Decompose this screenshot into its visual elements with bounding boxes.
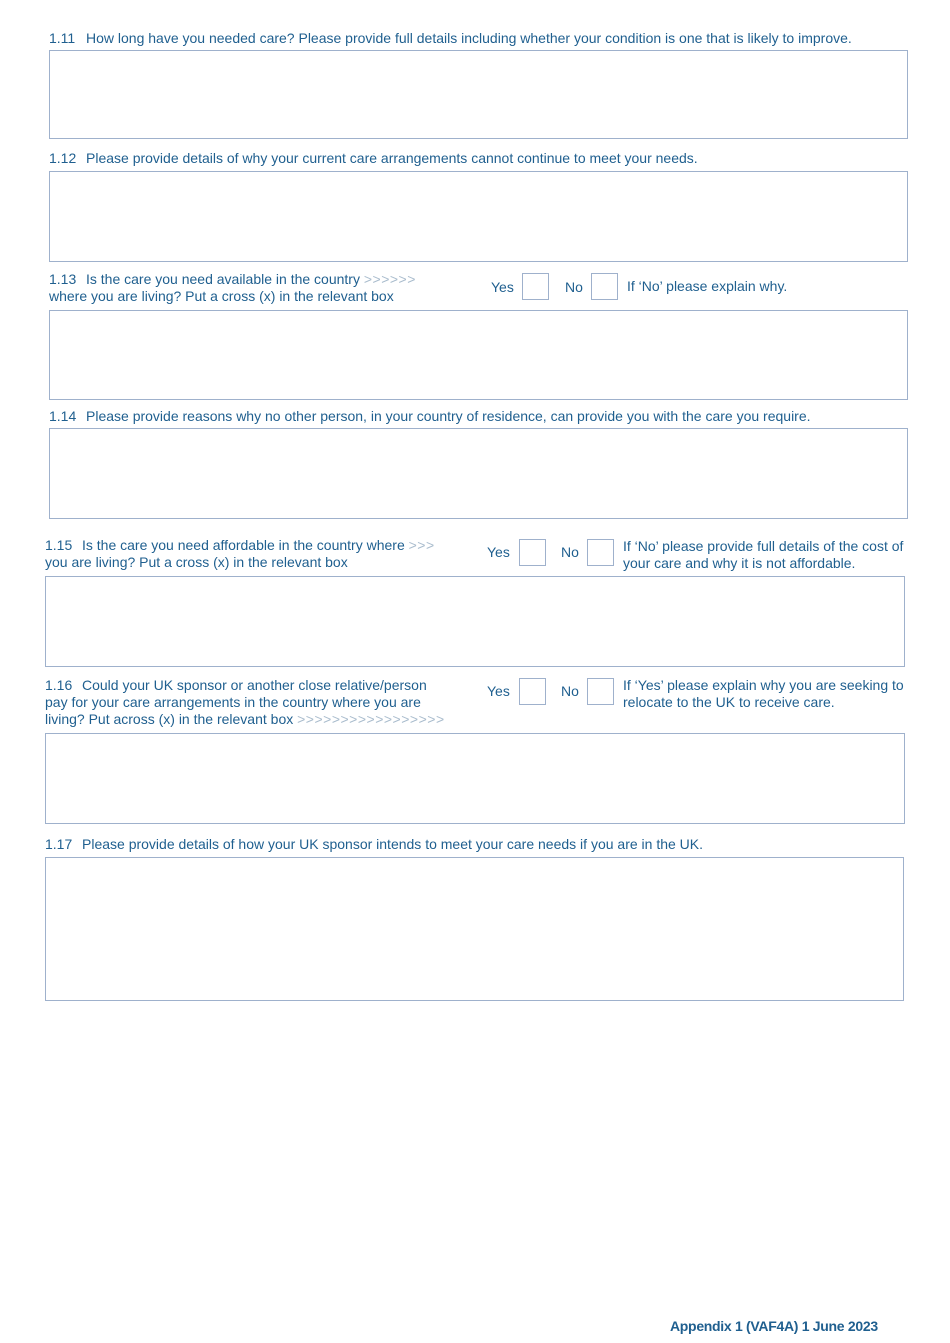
explain-instruction xyxy=(623,538,903,572)
question-number: 1.13 xyxy=(49,271,77,287)
answer-1-12-textarea[interactable] xyxy=(49,171,908,262)
question-text-line3: living? Put across (x) in the relevant box xyxy=(45,711,294,727)
question-1-13-label xyxy=(49,271,416,305)
question-1-11-label xyxy=(49,30,852,47)
explain-line1: If ‘Yes’ please explain why you are seeking to xyxy=(623,677,904,693)
answer-1-14-textarea[interactable] xyxy=(49,428,908,519)
answer-1-17-textarea[interactable] xyxy=(45,857,904,1001)
yes-label: Yes xyxy=(487,544,510,560)
question-text: How long have you needed care? Please provide full details including whether your condition is one that is likely to improve. xyxy=(86,30,852,46)
answer-1-13-textarea[interactable] xyxy=(49,310,908,400)
no-label: No xyxy=(561,683,579,699)
explain-instruction: If ‘No’ please explain why. xyxy=(627,278,788,294)
question-text-line2: pay for your care arrangements in the country where you are xyxy=(45,694,421,710)
question-text: Please provide details of how your UK sponsor intends to meet your care needs if you are in the UK. xyxy=(82,836,704,852)
no-checkbox-1-13[interactable] xyxy=(591,273,618,300)
question-number: 1.15 xyxy=(45,537,73,553)
no-checkbox-1-16[interactable] xyxy=(587,678,614,705)
question-text-line2: you are living? Put a cross (x) in the relevant box xyxy=(45,554,348,570)
question-1-16-label xyxy=(45,677,445,728)
answer-1-11-textarea[interactable] xyxy=(49,50,908,139)
question-1-12-label xyxy=(49,150,698,167)
arrow-indicator: >>> xyxy=(408,537,435,553)
arrow-indicator: >>>>>> xyxy=(363,271,416,287)
question-number: 1.16 xyxy=(45,677,73,693)
question-text-line1: Is the care you need available in the country xyxy=(86,271,360,287)
answer-1-15-textarea[interactable] xyxy=(45,576,905,667)
question-1-14-label xyxy=(49,408,811,425)
yes-checkbox-1-15[interactable] xyxy=(519,539,546,566)
question-text-line1: Could your UK sponsor or another close relative/person xyxy=(82,677,427,693)
yes-checkbox-1-13[interactable] xyxy=(522,273,549,300)
question-number: 1.14 xyxy=(49,408,77,424)
explain-line1: If ‘No’ please provide full details of the cost of xyxy=(623,538,904,554)
question-number: 1.11 xyxy=(49,30,76,46)
question-number: 1.12 xyxy=(49,150,77,166)
question-text-line2: where you are living? Put a cross (x) in the relevant box xyxy=(49,288,394,304)
answer-1-16-textarea[interactable] xyxy=(45,733,905,824)
question-1-15-label xyxy=(45,537,435,571)
explain-line2: relocate to the UK to receive care. xyxy=(623,694,835,710)
no-label: No xyxy=(565,279,583,295)
no-checkbox-1-15[interactable] xyxy=(587,539,614,566)
question-1-17-label xyxy=(45,836,703,853)
no-label: No xyxy=(561,544,579,560)
yes-checkbox-1-16[interactable] xyxy=(519,678,546,705)
yes-label: Yes xyxy=(491,279,514,295)
question-number: 1.17 xyxy=(45,836,73,852)
question-text: Please provide details of why your current care arrangements cannot continue to meet your needs. xyxy=(86,150,698,166)
footer-reference: Appendix 1 (VAF4A) 1 June 2023 xyxy=(670,1318,878,1334)
question-text-line1: Is the care you need affordable in the country where xyxy=(82,537,405,553)
arrow-indicator: >>>>>>>>>>>>>>>>> xyxy=(297,711,445,727)
yes-label: Yes xyxy=(487,683,510,699)
question-text: Please provide reasons why no other person, in your country of residence, can provide you with the care you require. xyxy=(86,408,811,424)
explain-instruction xyxy=(623,677,904,711)
explain-line2: your care and why it is not affordable. xyxy=(623,555,856,571)
